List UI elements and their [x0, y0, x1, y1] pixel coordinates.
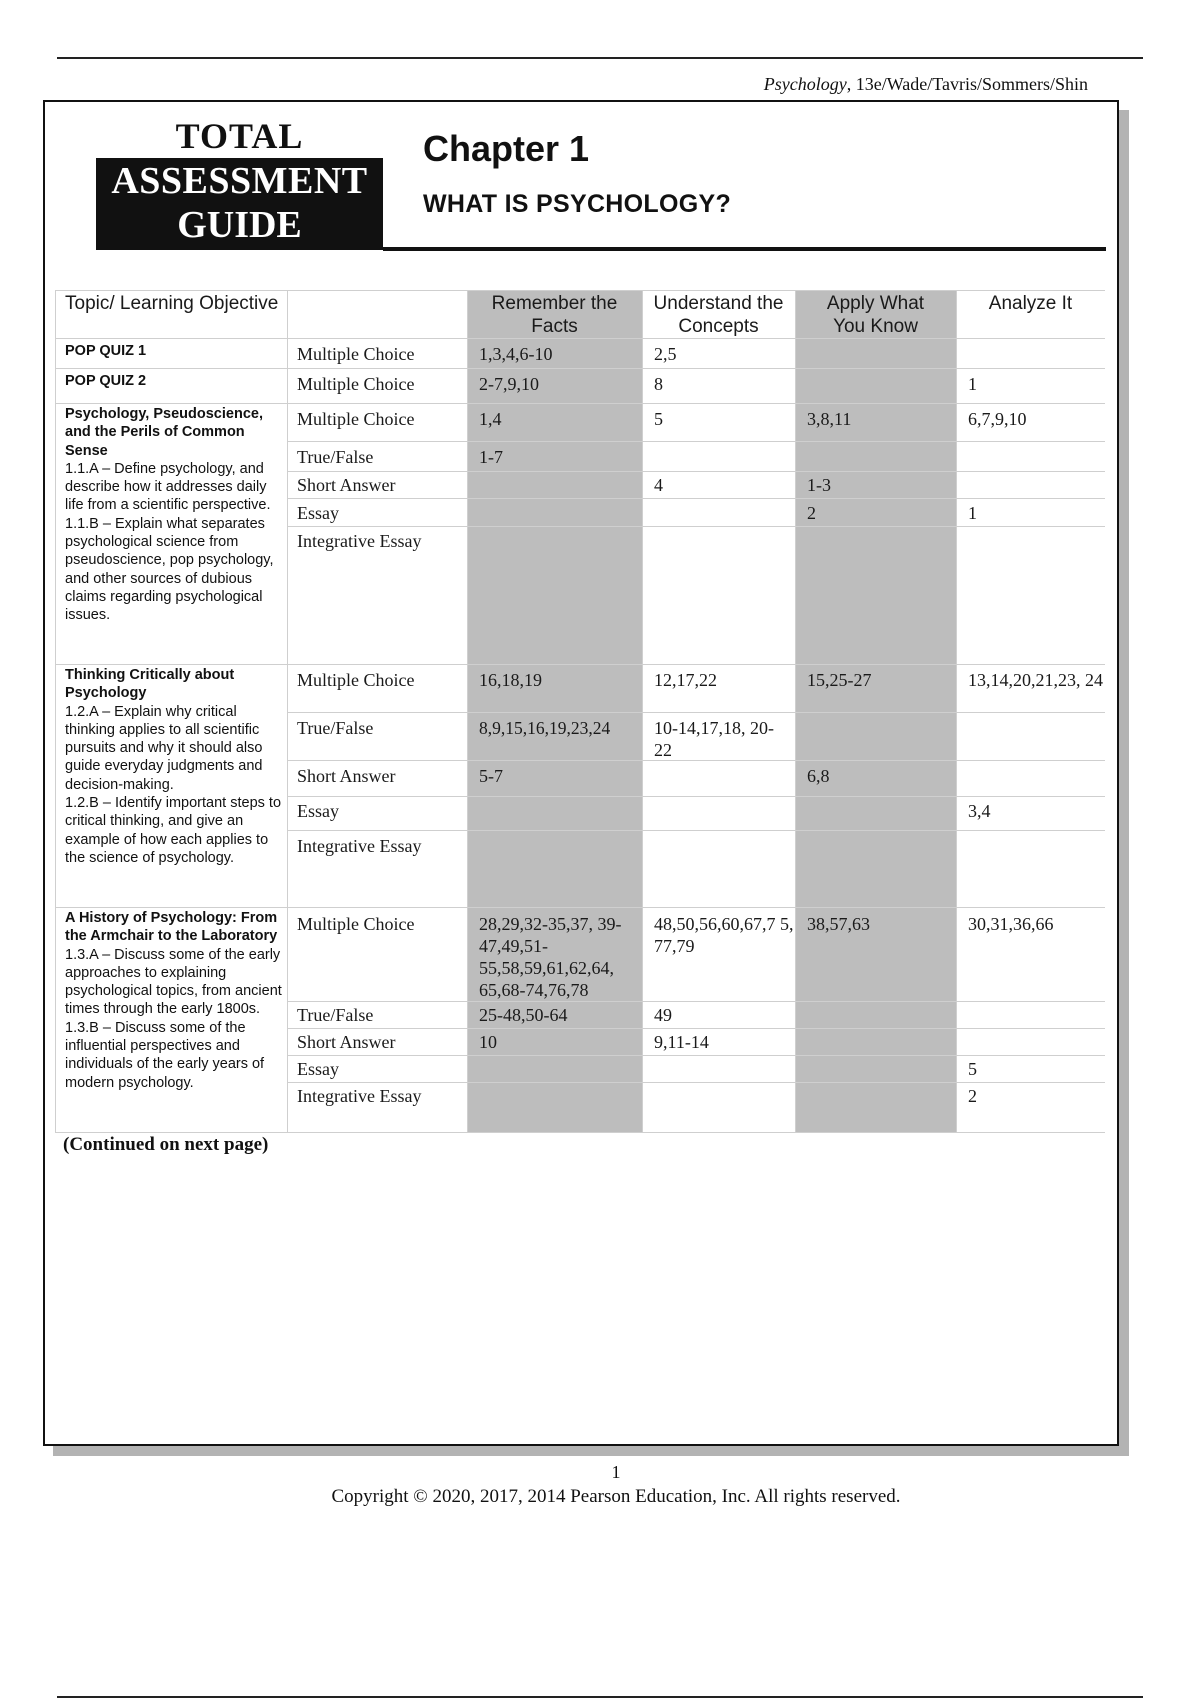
- page-number: 1: [611, 1462, 621, 1482]
- s2-mc-understand: 12,17,22: [654, 670, 717, 690]
- table-hline: [55, 368, 1105, 369]
- chapter-title: Chapter 1: [423, 128, 590, 169]
- table-hline: [287, 1055, 1105, 1056]
- s1-mc-understand: 5: [654, 409, 663, 429]
- table-hline: [287, 1001, 1105, 1002]
- assessment-guide-frame: [43, 100, 1119, 1446]
- table-hline: [55, 907, 1105, 908]
- s3-essay-type: Essay: [297, 1059, 339, 1079]
- book-title: Psychology: [763, 74, 847, 94]
- s3-tf-type: True/False: [297, 1005, 374, 1025]
- continued-note: (Continued on next page): [63, 1134, 269, 1155]
- top-rule: [57, 57, 1143, 59]
- section-3-topic: [65, 909, 285, 1092]
- s1-essay-type: Essay: [297, 503, 339, 523]
- copyright-notice: Copyright © 2020, 2017, 2014 Pearson Education, Inc. All rights reserved.: [331, 1486, 901, 1507]
- s2-sa-type: Short Answer: [297, 766, 396, 786]
- chapter-subtitle: WHAT IS PSYCHOLOGY?: [423, 190, 732, 218]
- s2-ie-type: Integrative Essay: [297, 836, 422, 856]
- logo-line-guide: GUIDE: [177, 204, 302, 246]
- s3-tf-understand: 49: [654, 1005, 672, 1025]
- s1-sa-understand: 4: [654, 475, 663, 495]
- quiz1-remember: 1,3,4,6-10: [479, 344, 553, 364]
- total-assessment-guide-logo: [96, 114, 383, 250]
- table-hline: [55, 1132, 1105, 1133]
- table-hline: [55, 664, 1105, 665]
- s2-tf-remember: 8,9,15,16,19,23,24: [479, 718, 611, 738]
- s2-essay-type: Essay: [297, 801, 339, 821]
- s3-essay-analyze: 5: [968, 1059, 977, 1079]
- header-topic: Topic/ Learning Objective: [65, 293, 279, 314]
- header-apply: Apply What You Know: [826, 293, 925, 337]
- s2-tf-type: True/False: [297, 718, 374, 738]
- objective-1-1-a: 1.1.A – Define psychology, and describe how it addresses daily life from a scientific perspective.: [65, 460, 271, 514]
- table-hline: [287, 1028, 1105, 1029]
- s3-sa-type: Short Answer: [297, 1032, 396, 1052]
- quiz1-type: Multiple Choice: [297, 344, 415, 364]
- objective-1-2-b: 1.2.B – Identify important steps to critical thinking, and give an example of how each applies to the science of psychology.: [65, 795, 282, 866]
- s1-mc-type: Multiple Choice: [297, 409, 415, 429]
- quiz2-remember: 2-7,9,10: [479, 374, 539, 394]
- section-1-title: Psychology, Pseudoscience, and the Perils of Common Sense: [65, 406, 263, 459]
- table-hline: [287, 796, 1105, 797]
- table-hline: [287, 441, 1105, 442]
- s1-ie-type: Integrative Essay: [297, 531, 422, 551]
- section-1-topic: [65, 405, 285, 625]
- quiz1-topic: POP QUIZ 1: [65, 343, 147, 359]
- s3-ie-analyze: 2: [968, 1086, 977, 1106]
- quiz2-analyze: 1: [968, 374, 977, 394]
- table-vline: [55, 290, 56, 1133]
- table-hline: [55, 403, 1105, 404]
- s3-sa-understand: 9,11-14: [654, 1032, 709, 1052]
- s3-sa-remember: 10: [479, 1032, 497, 1052]
- section-2-topic: [65, 666, 285, 867]
- table-hline: [287, 498, 1105, 499]
- table-hline: [287, 471, 1105, 472]
- table-hline: [287, 712, 1105, 713]
- assessment-table: [55, 290, 1105, 1133]
- s2-mc-type: Multiple Choice: [297, 670, 415, 690]
- table-hline: [55, 338, 1105, 339]
- header-remember: Remember the Facts: [491, 293, 618, 337]
- table-hline: [287, 1082, 1105, 1083]
- objective-1-3-b: 1.3.B – Discuss some of the influential perspectives and individuals of the early years of modern psychology.: [65, 1019, 265, 1091]
- s2-mc-remember: 16,18,19: [479, 670, 542, 690]
- s3-mc-understand: 48,50,56,60,67,7 5,77,79: [654, 914, 794, 956]
- s3-mc-remember: 28,29,32-35,37, 39-47,49,51- 55,58,59,61,62,64, 65,68-74,76,78: [479, 914, 622, 1000]
- s1-tf-type: True/False: [297, 447, 374, 467]
- logo-black-block: [96, 158, 383, 250]
- s3-mc-type: Multiple Choice: [297, 914, 415, 934]
- s1-mc-remember: 1,4: [479, 409, 502, 429]
- quiz1-understand: 2,5: [654, 344, 677, 364]
- objective-1-1-b: 1.1.B – Explain what separates psychological science from pseudoscience, pop psychology, and other sources of dubious claims regarding psychological issues.: [65, 515, 274, 624]
- s2-mc-apply: 15,25-27: [807, 670, 872, 690]
- s3-ie-type: Integrative Essay: [297, 1086, 422, 1106]
- s1-sa-type: Short Answer: [297, 475, 396, 495]
- objective-1-2-a: 1.2.A – Explain why critical thinking applies to all scientific pursuits and why it should also guide everyday judgments and decision-making.: [65, 703, 263, 793]
- s2-mc-analyze: 13,14,20,21,23, 24: [968, 670, 1103, 690]
- table-hline: [287, 830, 1105, 831]
- s2-tf-understand: 10-14,17,18, 20-22: [654, 718, 774, 760]
- s3-tf-remember: 25-48,50-64: [479, 1005, 568, 1025]
- s1-mc-analyze: 6,7,9,10: [968, 409, 1027, 429]
- s2-sa-apply: 6,8: [807, 766, 830, 786]
- section-2-title: Thinking Critically about Psychology: [65, 667, 235, 702]
- table-hline: [55, 290, 1105, 291]
- s1-sa-apply: 1-3: [807, 475, 831, 495]
- chapter-rule: [383, 247, 1106, 251]
- s1-essay-analyze: 1: [968, 503, 977, 523]
- s2-sa-remember: 5-7: [479, 766, 503, 786]
- book-authors: , 13e/Wade/Tavris/Sommers/Shin: [846, 74, 1088, 94]
- bottom-rule: [57, 1696, 1143, 1698]
- s1-tf-remember: 1-7: [479, 447, 503, 467]
- s3-mc-analyze: 30,31,36,66: [968, 914, 1054, 934]
- quiz2-understand: 8: [654, 374, 663, 394]
- section-3-title: A History of Psychology: From the Armchair to the Laboratory: [65, 910, 278, 945]
- quiz2-topic: POP QUIZ 2: [65, 373, 147, 389]
- header-analyze: Analyze It: [988, 293, 1073, 314]
- quiz2-type: Multiple Choice: [297, 374, 415, 394]
- objective-1-3-a: 1.3.A – Discuss some of the early approaches to explaining psychological topics, from ancient times through the early 1800s.: [65, 946, 282, 1018]
- logo-line-total: TOTAL: [175, 116, 304, 156]
- running-head: [764, 74, 1088, 95]
- s2-essay-analyze: 3,4: [968, 801, 991, 821]
- s3-mc-apply: 38,57,63: [807, 914, 870, 934]
- s1-essay-apply: 2: [807, 503, 816, 523]
- table-hline: [287, 526, 1105, 527]
- logo-line-assessment: ASSESSMENT: [111, 160, 368, 202]
- s1-mc-apply: 3,8,11: [807, 409, 852, 429]
- header-understand: Understand the Concepts: [653, 293, 784, 337]
